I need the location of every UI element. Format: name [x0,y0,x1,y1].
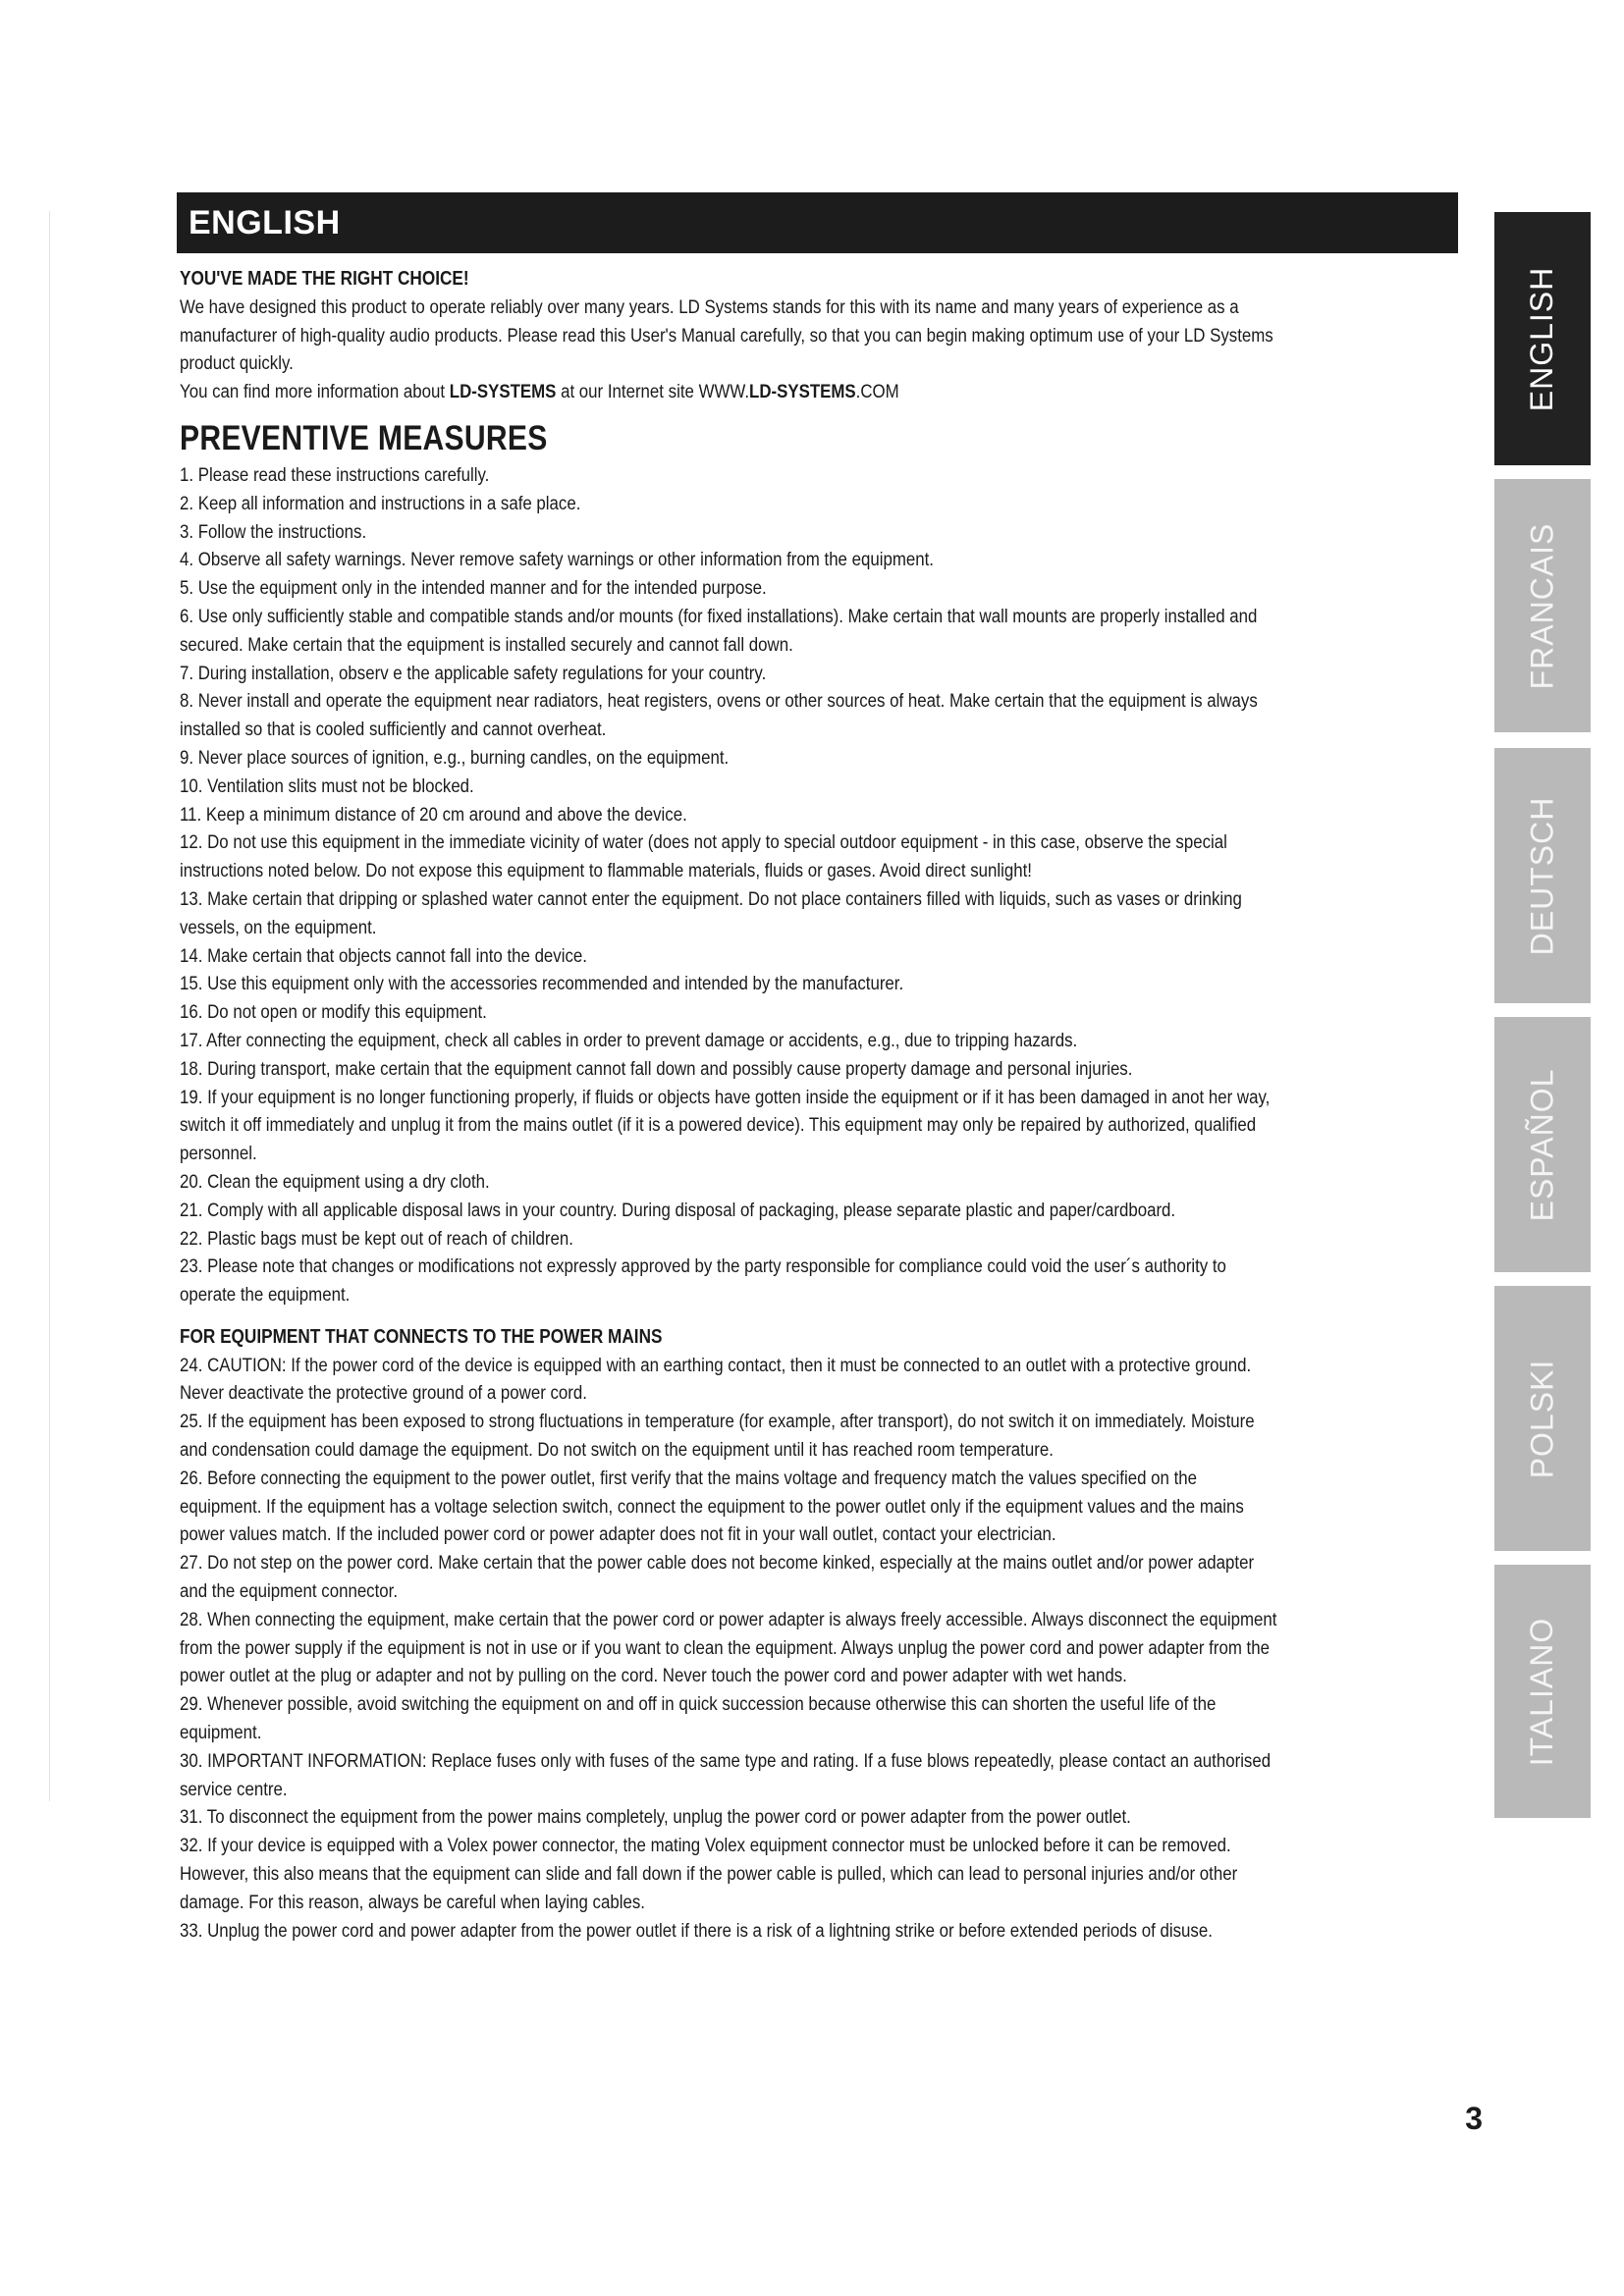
preventive-item: 1. Please read these instructions carefully. [180,463,490,486]
preventive-item: 3. Follow the instructions. [180,520,367,543]
mains-item: 29. Whenever possible, avoid switching the equipment on and off in quick succession because otherwise this can shorten the useful life of the equipment. [180,1693,1217,1744]
side-tab-italiano[interactable] [1494,1565,1591,1818]
side-tab-english[interactable] [1494,212,1591,465]
side-tab-francais-label: FRANCAIS [1524,522,1560,689]
info-prefix: You can find more information about [180,381,450,403]
preventive-item: 19. If your equipment is no longer functioning properly, if fluids or objects have gotten inside the equipment or if it has been damaged in anot her way, switch it off immediately and unplug it from the mains outlet (if it is a powered device). This equipment may only be repaired by authorized, qualified personnel. [180,1086,1271,1165]
preventive-item: 17. After connecting the equipment, check all cables in order to prevent damage or accidents, e.g., due to tripping hazards. [180,1029,1078,1051]
page-margin-line [49,211,50,1801]
preventive-item: 20. Clean the equipment using a dry cloth. [180,1170,490,1193]
page-number: 3 [1465,2101,1483,2136]
mains-item: 28. When connecting the equipment, make certain that the power cord or power adapter is always freely accessible. Always disconnect the equipment from the power supply if the equipment is not in use or if you want to clean the equipment. Always unplug the power cord and power adapter from the power outlet at the plug or adapter and not by pulling on the cord. Never touch the power cord and power adapter with wet hands. [180,1608,1277,1687]
info-suffix: .COM [855,381,899,403]
intro-paragraph: We have designed this product to operate reliably over many years. LD Systems stands for this with its name and many years of experience as a manufacturer of high-quality audio products. Please read this User's Manual carefully, so that you can begin making optimum use of your LD Systems product quickly. [180,295,1273,375]
preventive-item: 22. Plastic bags must be kept out of reach of children. [180,1227,573,1250]
mains-item: 25. If the equipment has been exposed to strong fluctuations in temperature (for example, after transport), do not switch it on immediately. Moisture and condensation could damage the equipment. Do not switch on the equipment until it has reached room temperature. [180,1411,1255,1462]
side-tab-polski-label: POLSKI [1524,1359,1560,1478]
mains-item: 30. IMPORTANT INFORMATION: Replace fuses only with fuses of the same type and rating. If a fuse blows repeatedly, please contact an authorised service centre. [180,1749,1272,1800]
intro-info-line [180,378,1277,406]
mains-item: 31. To disconnect the equipment from the power mains completely, unplug the power cord or power adapter from the power outlet. [180,1806,1131,1829]
mains-item: 33. Unplug the power cord and power adapter from the power outlet if there is a risk of a lightning strike or before extended periods of disuse. [180,1919,1213,1942]
preventive-item: 15. Use this equipment only with the accessories recommended and intended by the manufacturer. [180,973,904,995]
preventive-item: 16. Do not open or modify this equipment. [180,1001,487,1024]
preventive-item: 23. Please note that changes or modifications not expressly approved by the party responsible for compliance could void the user´s authority to operate the equipment. [180,1255,1226,1307]
preventive-item: 6. Use only sufficiently stable and compatible stands and/or mounts (for fixed installations). Make certain that wall mounts are properly installed and secured. Make certain that the equipment is installed securely and cannot fall down. [180,605,1258,656]
info-brand: LD-SYSTEMS [449,381,557,403]
preventive-item: 12. Do not use this equipment in the immediate vicinity of water (does not apply to special outdoor equipment - in this case, observe the special instructions noted below. Do not expose this equipment to flammable materials, fluids or gases. Avoid direct sunlight! [180,831,1227,882]
preventive-item: 4. Observe all safety warnings. Never remove safety warnings or other information from the equipment. [180,549,934,571]
preventive-item: 14. Make certain that objects cannot fall into the device. [180,944,587,967]
mains-item: 27. Do not step on the power cord. Make certain that the power cable does not become kinked, especially at the mains outlet and/or power adapter and the equipment connector. [180,1552,1255,1603]
info-middle: at our Internet site WWW. [556,381,750,403]
side-tab-italiano-label: ITALIANO [1524,1617,1560,1766]
mains-item: 26. Before connecting the equipment to the power outlet, first verify that the mains voltage and frequency match the values specified on the equipment. If the equipment has a voltage selection switch, connect the equipment to the power outlet only if the equipment values and the mains power values match. If the included power cord or power adapter does not fit in your wall outlet, contact your electrician. [180,1467,1244,1546]
preventive-item: 21. Comply with all applicable disposal laws in your country. During disposal of packaging, please separate plastic and paper/cardboard. [180,1199,1176,1221]
preventive-item: 8. Never install and operate the equipment near radiators, heat registers, ovens or other sources of heat. Make certain that the equipment is always installed so that is cooled sufficiently and cannot overheat. [180,690,1258,741]
preventive-item: 7. During installation, observ e the applicable safety regulations for your country. [180,662,767,684]
side-tab-deutsch-label: DEUTSCH [1524,796,1560,955]
preventive-measures-title: PREVENTIVE MEASURES [180,418,548,457]
preventive-item: 13. Make certain that dripping or splashed water cannot enter the equipment. Do not place containers filled with liquids, such as vases or drinking vessels, on the equipment. [180,887,1242,938]
manual-content [180,265,1277,1945]
preventive-item: 11. Keep a minimum distance of 20 cm around and above the device. [180,803,687,826]
mains-item: 32. If your device is equipped with a Volex power connector, the mating Volex equipment connector must be unlocked before it can be removed. However, this also means that the equipment can slide and fall down if the power cable is pulled, which can lead to personal injuries and/or other damage. For this reason, always be careful when laying cables. [180,1835,1238,1913]
language-header-bar [177,192,1458,253]
language-header-label: ENGLISH [189,204,341,241]
side-tab-polski[interactable] [1494,1286,1591,1551]
side-tab-francais[interactable] [1494,479,1591,732]
preventive-item: 18. During transport, make certain that the equipment cannot fall down and possibly cause property damage and personal injuries. [180,1057,1133,1080]
intro-heading: YOU'VE MADE THE RIGHT CHOICE! [180,268,469,290]
preventive-item: 9. Never place sources of ignition, e.g., burning candles, on the equipment. [180,746,730,769]
side-tab-espanol-label: ESPAÑOL [1524,1068,1560,1221]
preventive-item: 5. Use the equipment only in the intended manner and for the intended purpose. [180,577,767,600]
preventive-item: 10. Ventilation slits must not be blocked. [180,774,474,797]
info-url-brand: LD-SYSTEMS [749,381,856,403]
preventive-item: 2. Keep all information and instructions in a safe place. [180,492,581,514]
mains-item: 24. CAUTION: If the power cord of the device is equipped with an earthing contact, then it must be connected to an outlet with a protective ground. Never deactivate the protective ground of a power cord. [180,1354,1252,1405]
power-mains-heading: FOR EQUIPMENT THAT CONNECTS TO THE POWER MAINS [180,1325,663,1348]
side-tab-deutsch[interactable] [1494,748,1591,1003]
side-tab-english-label: ENGLISH [1524,266,1560,411]
side-tab-espanol[interactable] [1494,1017,1591,1272]
